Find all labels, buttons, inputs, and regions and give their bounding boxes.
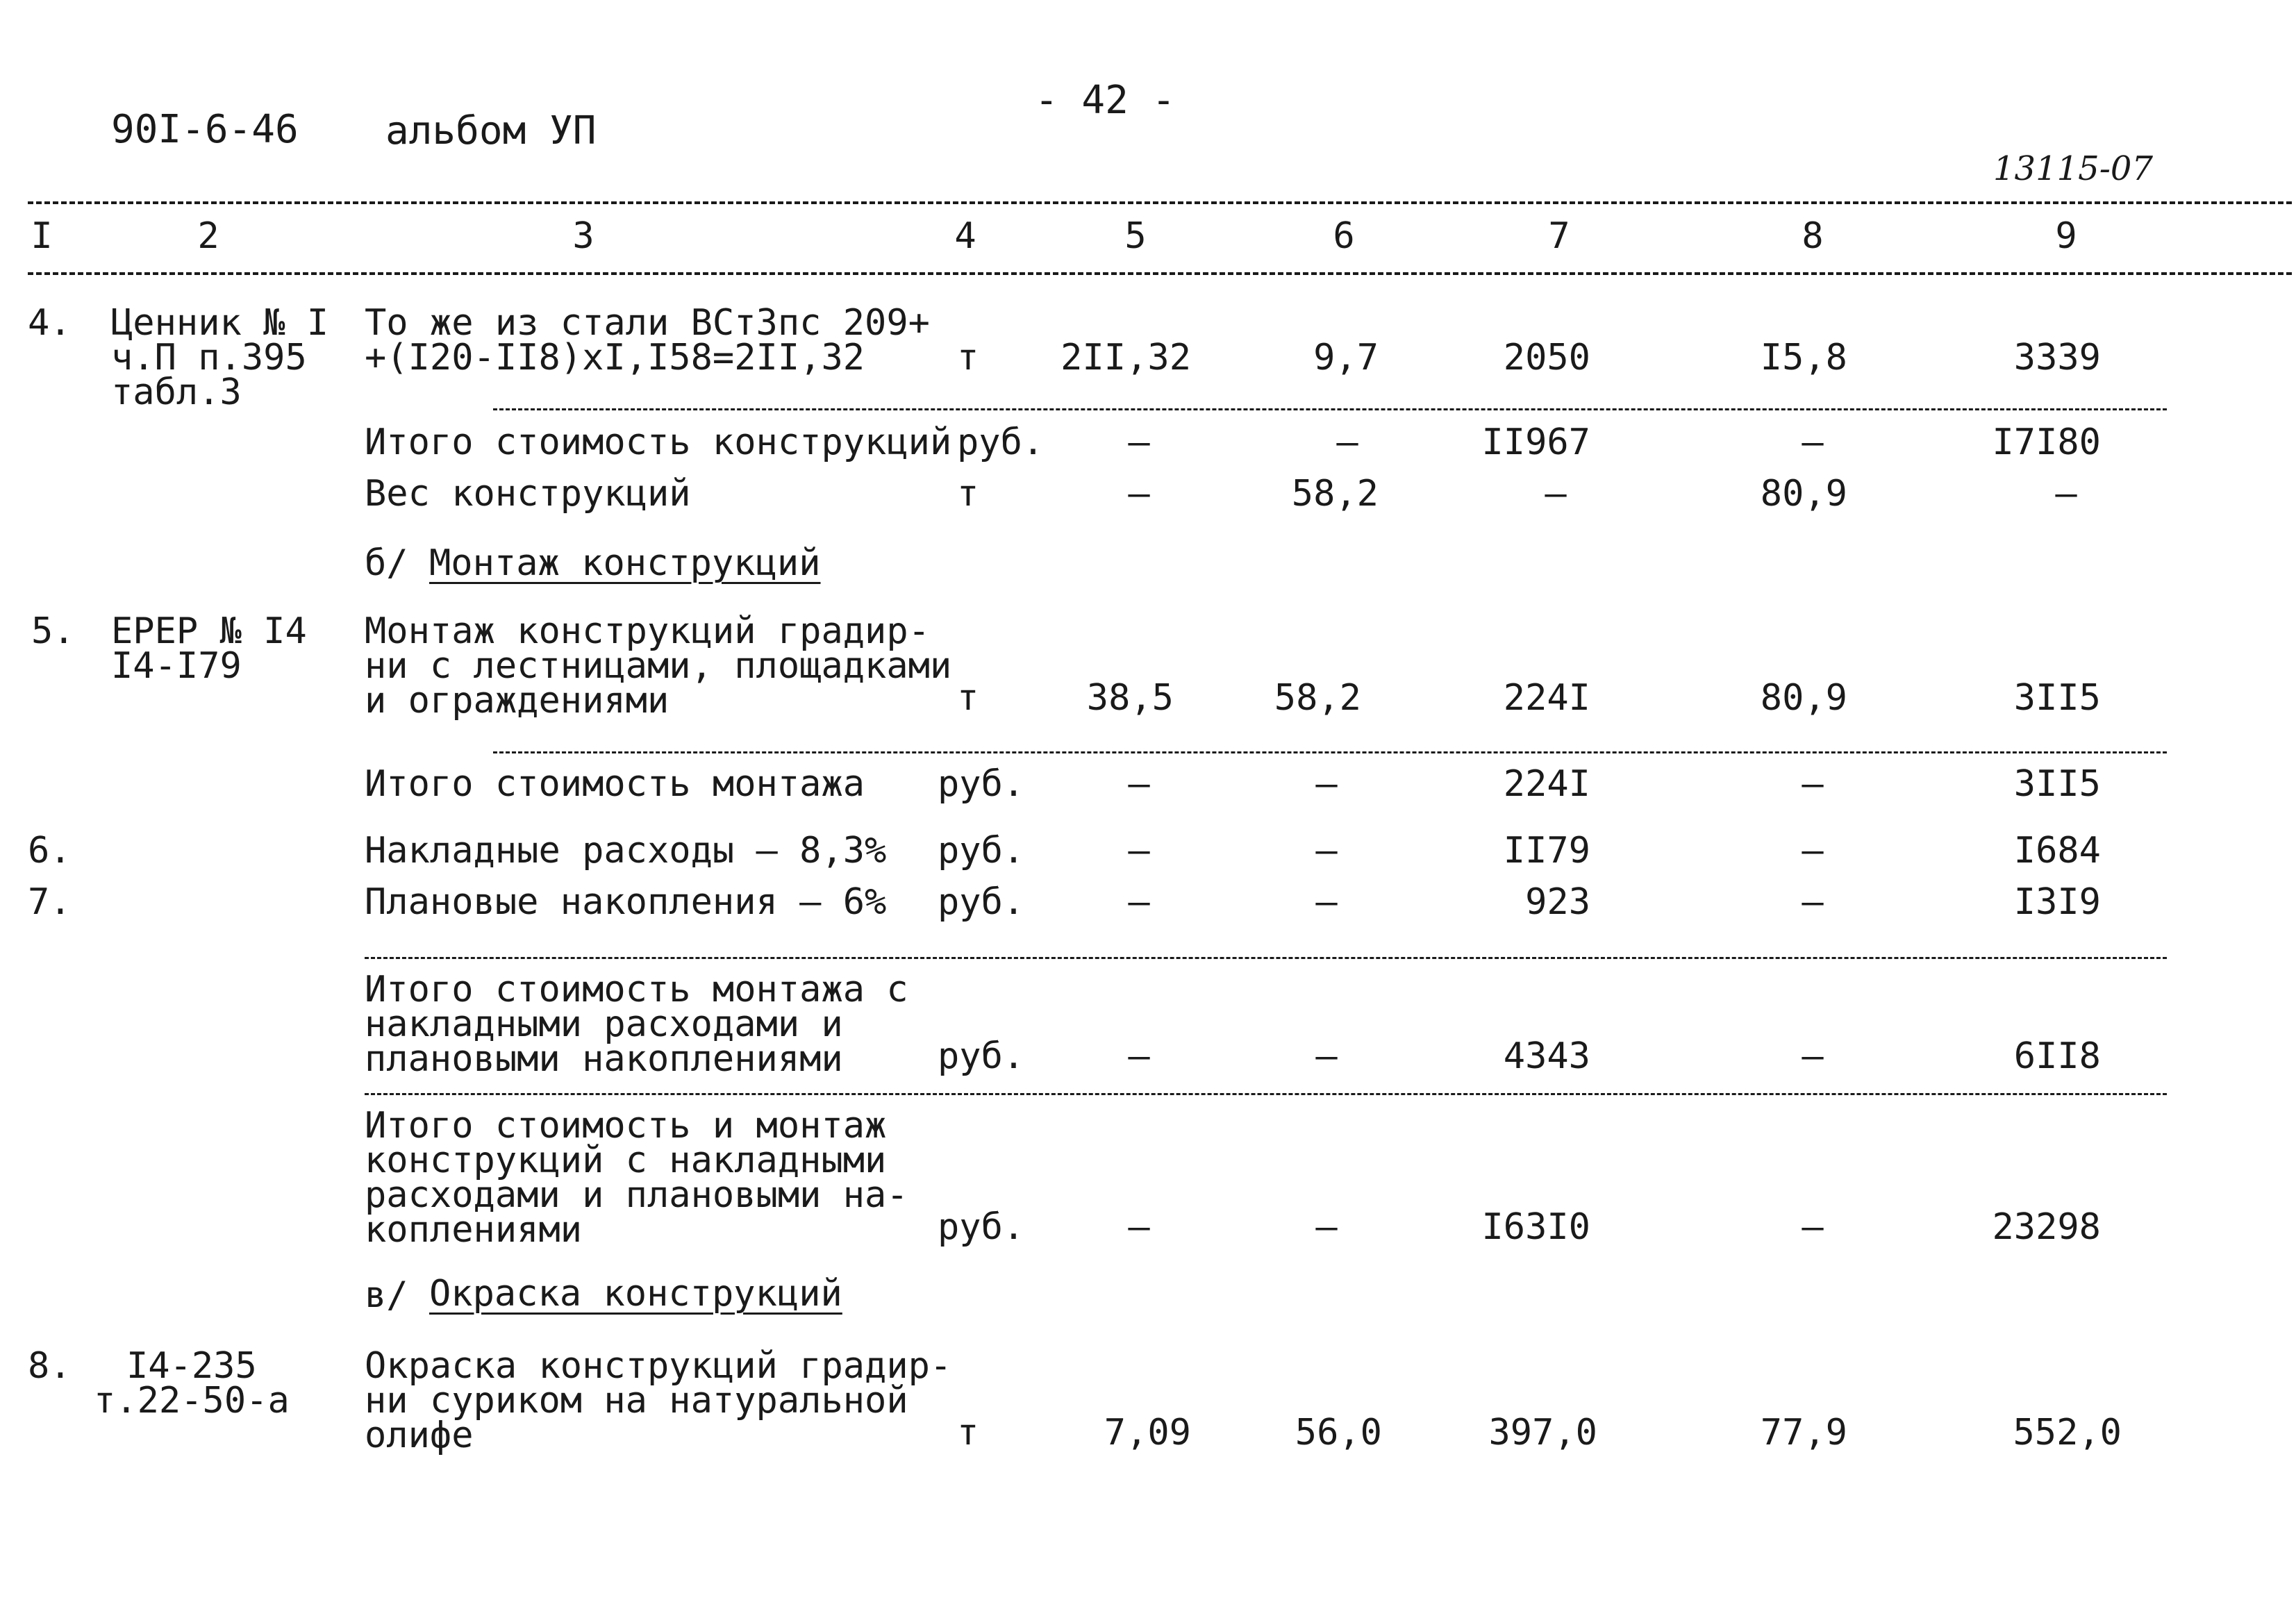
row-col8: 77,9 xyxy=(1760,1412,1847,1453)
row-divider xyxy=(365,957,2167,959)
row-col9: I3I9 xyxy=(2013,881,2101,923)
row-col7: 2050 xyxy=(1503,337,1590,378)
column-header-3: 3 xyxy=(572,215,594,257)
row-col5: – xyxy=(1128,1206,1150,1248)
header-top-rule xyxy=(28,201,2292,204)
row-number: 4. xyxy=(28,302,72,344)
row-col9: – xyxy=(2055,473,2077,515)
row-unit: руб. xyxy=(957,422,1045,463)
row-col8: – xyxy=(1802,830,1824,872)
row-col6: 58,2 xyxy=(1291,473,1379,515)
row-col7: II79 xyxy=(1503,830,1590,872)
row-col7: 224I xyxy=(1503,677,1590,719)
row-reference: I4-235 т.22-50-а xyxy=(94,1345,290,1422)
section-prefix: б/ xyxy=(365,542,408,584)
row-col8: – xyxy=(1802,1035,1824,1077)
row-number: 5. xyxy=(31,610,75,652)
row-col7: 923 xyxy=(1525,881,1590,923)
row-col6: 58,2 xyxy=(1274,677,1361,719)
row-number: 6. xyxy=(28,830,72,872)
row-unit: т xyxy=(957,337,979,378)
album-label: альбом УП xyxy=(385,108,597,153)
row-col9: 23298 xyxy=(1992,1206,2101,1248)
column-header-8: 8 xyxy=(1802,215,1824,257)
row-col9: 3339 xyxy=(2013,337,2101,378)
row-col8: 80,9 xyxy=(1760,473,1847,515)
row-description: Итого стоимость монтажа с накладными расходами и плановыми накоплениями xyxy=(365,969,908,1080)
row-col6: 9,7 xyxy=(1313,337,1379,378)
row-description: То же из стали ВСт3пс 209+ +(I20-II8)xI,I58=2II,32 xyxy=(365,302,930,378)
row-col5: 2II,32 xyxy=(1060,337,1191,378)
row-col8: – xyxy=(1802,422,1824,463)
row-col9: I7I80 xyxy=(1992,422,2101,463)
row-col6: – xyxy=(1336,422,1358,463)
row-description: Итого стоимость монтажа xyxy=(365,763,865,805)
row-unit: руб. xyxy=(938,1206,1025,1248)
row-col5: – xyxy=(1128,473,1150,515)
row-unit: руб. xyxy=(938,1035,1025,1077)
row-col8: 80,9 xyxy=(1760,677,1847,719)
row-col7: 397,0 xyxy=(1488,1412,1597,1453)
row-col6: – xyxy=(1315,881,1338,923)
row-unit: руб. xyxy=(938,763,1025,805)
row-col7: 4343 xyxy=(1503,1035,1590,1077)
row-reference: ЕРЕР № I4 I4-I79 xyxy=(111,610,307,687)
section-heading: Окраска конструкций xyxy=(429,1273,842,1315)
row-col9: I684 xyxy=(2013,830,2101,872)
row-col7: I63I0 xyxy=(1481,1206,1590,1248)
row-col8: – xyxy=(1802,881,1824,923)
row-col5: 7,09 xyxy=(1104,1412,1191,1453)
row-col8: – xyxy=(1802,1206,1824,1248)
row-reference: Ценник № I ч.П п.395 табл.3 xyxy=(111,302,329,413)
column-header-1: I xyxy=(31,215,53,257)
column-header-5: 5 xyxy=(1124,215,1147,257)
row-divider xyxy=(365,1093,2167,1095)
section-heading: Монтаж конструкций xyxy=(429,542,821,584)
row-col7: 224I xyxy=(1503,763,1590,805)
row-col9: 552,0 xyxy=(2013,1412,2122,1453)
row-number: 7. xyxy=(28,881,72,923)
row-description: Плановые накопления – 6% xyxy=(365,881,887,923)
row-col6: 56,0 xyxy=(1295,1412,1382,1453)
row-divider xyxy=(493,408,2167,410)
row-col9: 6II8 xyxy=(2013,1035,2101,1077)
row-col5: – xyxy=(1128,830,1150,872)
row-description: Итого стоимость и монтаж конструкций с накладными расходами и плановыми на- коплениями xyxy=(365,1105,908,1251)
row-col6: – xyxy=(1315,830,1338,872)
row-col5: – xyxy=(1128,881,1150,923)
row-unit: т xyxy=(957,677,979,719)
section-prefix: в/ xyxy=(365,1274,408,1316)
row-description: Вес конструкций xyxy=(365,473,691,515)
row-col9: 3II5 xyxy=(2013,677,2101,719)
row-description: Итого стоимость конструкций xyxy=(365,422,952,463)
row-col8: – xyxy=(1802,763,1824,805)
row-unit: т xyxy=(957,473,979,515)
row-divider xyxy=(493,751,2167,753)
row-col5: – xyxy=(1128,422,1150,463)
row-col8: I5,8 xyxy=(1760,337,1847,378)
page-number: - 42 - xyxy=(1035,78,1176,123)
handwritten-code: 13115-07 xyxy=(1993,149,2153,188)
document-code: 90I-6-46 xyxy=(111,107,299,152)
row-unit: т xyxy=(957,1412,979,1453)
column-header-6: 6 xyxy=(1333,215,1355,257)
row-col6: – xyxy=(1315,763,1338,805)
row-unit: руб. xyxy=(938,881,1025,923)
row-col6: – xyxy=(1315,1035,1338,1077)
row-col9: 3II5 xyxy=(2013,763,2101,805)
row-number: 8. xyxy=(28,1345,72,1387)
column-header-7: 7 xyxy=(1548,215,1570,257)
row-col5: – xyxy=(1128,1035,1150,1077)
row-col6: – xyxy=(1315,1206,1338,1248)
column-header-9: 9 xyxy=(2055,215,2077,257)
column-header-4: 4 xyxy=(954,215,976,257)
column-header-2: 2 xyxy=(197,215,219,257)
row-description: Монтаж конструкций градир- ни с лестницами, площадками и ограждениями xyxy=(365,610,952,722)
row-col5: 38,5 xyxy=(1086,677,1174,719)
row-col5: – xyxy=(1128,763,1150,805)
row-col7: II967 xyxy=(1481,422,1590,463)
row-unit: руб. xyxy=(938,830,1025,872)
row-description: Накладные расходы – 8,3% xyxy=(365,830,887,872)
row-col7: – xyxy=(1545,473,1567,515)
row-description: Окраска конструкций градир- ни суриком на натуральной олифе xyxy=(365,1345,952,1456)
header-bottom-rule xyxy=(28,272,2292,275)
